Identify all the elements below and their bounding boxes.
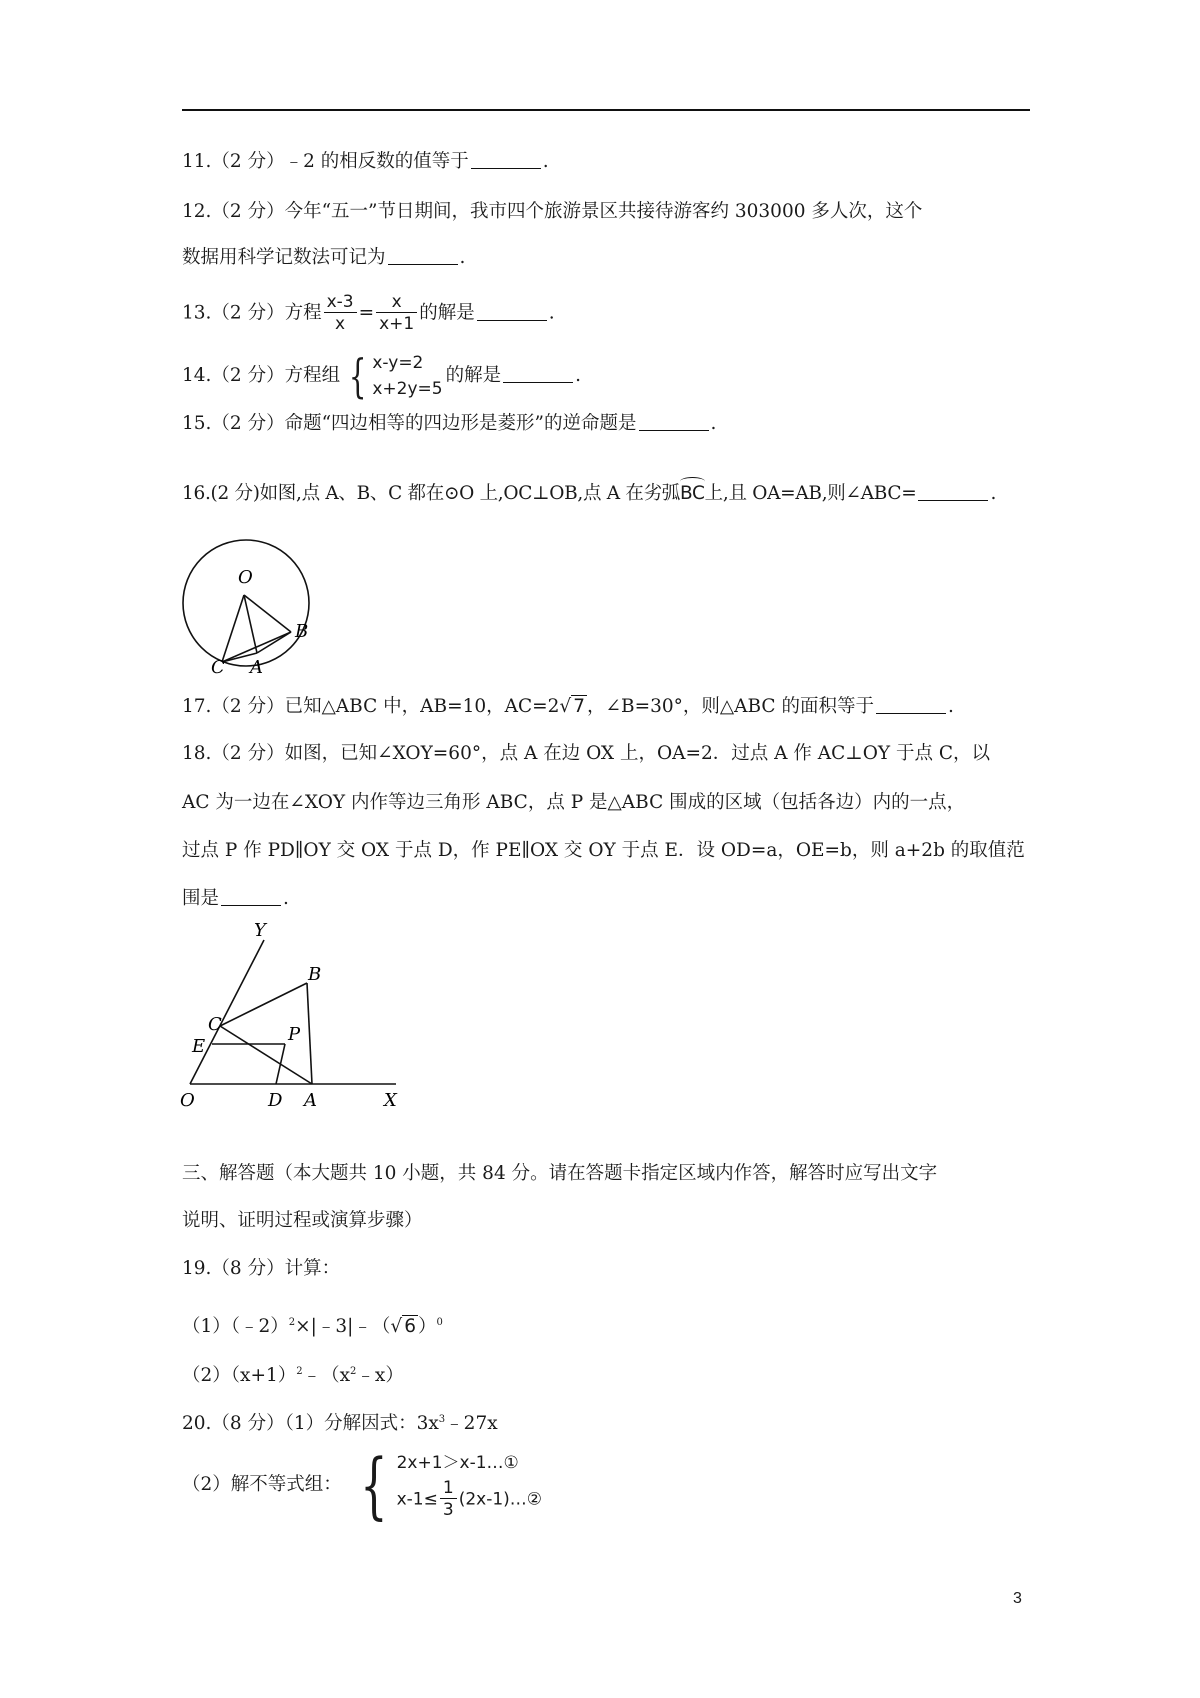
- arc-bc: BC: [679, 483, 705, 504]
- label-y: Y: [254, 920, 266, 941]
- question-18-line3: 过点 P 作 PD∥OY 交 OX 于点 D，作 PE∥OX 交 OY 于点 E．设 OD=a，OE=b，则 a+2b 的取值范: [182, 840, 1025, 861]
- figure-18-angle: [178, 920, 418, 1110]
- question-17: 17.（2 分）已知△ABC 中，AB=10，AC=2√ 7 ，∠B=30°，则△ABC 的面积等于 .: [182, 696, 954, 717]
- page-number: 3: [1013, 1590, 1022, 1607]
- segment-ba: [307, 983, 312, 1084]
- answer-blank[interactable]: [477, 302, 547, 321]
- label-c: C: [211, 657, 225, 675]
- section-3-heading-line1: 三、解答题（本大题共 10 小题，共 84 分。请在答题卡指定区域内作答，解答时应写出文字: [182, 1163, 938, 1184]
- fraction: $\frac{x}{x+1}$: [376, 292, 417, 335]
- label-e: E: [192, 1036, 206, 1057]
- answer-blank[interactable]: [471, 150, 541, 169]
- section-3-heading-line2: 说明、证明过程或演算步骤）: [182, 1210, 423, 1231]
- label-o: O: [180, 1090, 195, 1110]
- question-15: 15.（2 分）命题“四边相等的四边形是菱形”的逆命题是 .: [182, 413, 717, 434]
- question-19-part2: $(2)(x+1)^2﹣(x^2﹣x)$: [182, 1365, 404, 1387]
- q11-text: 11.（2 分）﹣2 的相反数的值等于: [182, 151, 469, 172]
- label-a: A: [250, 657, 263, 675]
- square-root: √ 7: [559, 696, 585, 717]
- question-19-title: 19.（8 分）计算：: [182, 1258, 341, 1279]
- answer-blank[interactable]: [221, 887, 281, 906]
- answer-blank[interactable]: [503, 364, 573, 383]
- fraction: $\frac{1}{3}$: [440, 1478, 457, 1521]
- question-16: 16.(2 分)如图,点 A、B、C 都在⊙O 上,OC⊥OB,点 A 在劣弧BC上,且 OA=AB,则∠ABC= .: [182, 483, 997, 504]
- question-18-line4: 围是 .: [182, 888, 289, 909]
- segment-pd: [276, 1044, 285, 1084]
- fraction: $\frac{x-3}{x}$: [324, 292, 357, 335]
- ray-oy: [190, 940, 264, 1084]
- question-12-line1: 12.（2 分）今年“五一”节日期间，我市四个旅游景区共接待游客约 303000 多人次，这个: [182, 201, 923, 222]
- question-18-line1: 18.（2 分）如图，已知∠XOY=60°，点 A 在边 OX 上，OA=2．过点 A 作 AC⊥OY 于点 C，以: [182, 743, 990, 764]
- label-p: P: [288, 1024, 301, 1045]
- answer-blank[interactable]: [876, 695, 946, 714]
- label-b: B: [295, 621, 309, 642]
- question-13: 13.（2 分）方程 $\frac{x-3}{x}$ = $\frac{x}{x+1}$ 的解是 .: [182, 292, 555, 334]
- question-20-part1: 20.（8 分）（1）分解因式：$3x^3﹣27x$: [182, 1413, 498, 1435]
- answer-blank[interactable]: [388, 246, 458, 265]
- segment-oc: [222, 595, 244, 662]
- segment-cb: [220, 983, 307, 1026]
- question-11: 11.（2 分）﹣2 的相反数的值等于 .: [182, 151, 549, 172]
- inequality-system: { 2x+1＞x-1…① x-1≤ $\frac{1}{3}$ (2x-1)…②: [359, 1442, 543, 1527]
- label-c: C: [208, 1014, 222, 1035]
- question-12-line2: 数据用科学记数法可记为 .: [182, 247, 466, 268]
- header-rule: [182, 109, 1030, 111]
- question-14: 14.（2 分）方程组 { x-y=2 x+2y=5 的解是 .: [182, 349, 582, 403]
- equation-system: { x-y=2 x+2y=5: [348, 349, 443, 403]
- segment-ab: [257, 632, 291, 653]
- question-19-part1: （1）（﹣2）$^2$×|﹣3|﹣（√ 6 ）$^0$: [182, 1316, 443, 1338]
- question-20-part2: （2）解不等式组： { 2x+1＞x-1…① x-1≤ $\frac{1}{3}$ (2x-1)…②: [182, 1442, 543, 1527]
- answer-blank[interactable]: [918, 482, 988, 501]
- label-a: A: [304, 1090, 317, 1110]
- label-o: O: [238, 567, 253, 588]
- label-d: D: [268, 1090, 283, 1110]
- question-18-line2: AC 为一边在∠XOY 内作等边三角形 ABC，点 P 是△ABC 围成的区域（包括各边）内的一点，: [182, 792, 966, 813]
- label-b: B: [308, 964, 322, 985]
- label-x: X: [384, 1090, 397, 1110]
- figure-16-circle: [178, 535, 318, 675]
- answer-blank[interactable]: [639, 412, 709, 431]
- square-root: √ 6: [390, 1316, 416, 1338]
